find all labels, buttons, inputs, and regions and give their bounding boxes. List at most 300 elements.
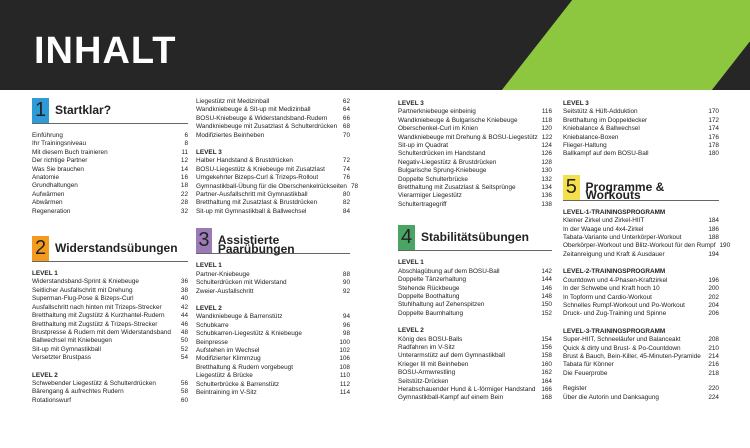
toc-entry[interactable] xyxy=(32,132,188,140)
toc-entry-title: Schultertragegriff xyxy=(398,200,447,208)
toc-entry[interactable] xyxy=(32,166,188,174)
toc-list xyxy=(196,98,350,140)
toc-entry-page: 194 xyxy=(708,250,719,258)
toc-entry[interactable] xyxy=(398,361,552,369)
toc-entry-title: Bulgarische Sprung-Kniebeuge xyxy=(398,167,487,175)
toc-entry-title: Aufstehen im Wechsel xyxy=(196,346,260,354)
toc-list xyxy=(563,277,719,319)
toc-entry-page: 172 xyxy=(708,116,719,124)
toc-entry-title: Doppelte Boothaltung xyxy=(398,292,460,300)
toc-entry-page: 58 xyxy=(180,388,188,396)
toc-entry-page: 62 xyxy=(342,98,350,105)
toc-entry-title: Modifizierter Klimmzug xyxy=(196,355,261,363)
toc-entry[interactable] xyxy=(398,310,552,318)
toc-entry-page: 36 xyxy=(180,278,188,286)
toc-entry[interactable] xyxy=(196,279,350,287)
toc-entry-title: Unterarmstütz auf dem Gymnastikball xyxy=(398,352,505,360)
section-header-widerstand xyxy=(32,236,188,262)
toc-entry-title: Der richtige Partner xyxy=(32,157,88,165)
toc-entry-title: Ausfallschritt nach hinten mit Trizeps-Strecker xyxy=(32,303,162,311)
toc-entry[interactable] xyxy=(196,355,350,363)
toc-entry-title: Einführung xyxy=(32,132,63,139)
toc-entry[interactable] xyxy=(196,157,350,165)
toc-entry[interactable] xyxy=(398,134,552,142)
toc-entry[interactable] xyxy=(398,301,552,309)
toc-list xyxy=(563,108,719,158)
toc-entry-title: Zeitanreigung und Kraft & Ausdauer xyxy=(563,250,665,258)
toc-entry-title: Rotationswurf xyxy=(32,396,72,404)
toc-entry-title: In der Waage und 4x4-Zirkel xyxy=(563,225,644,233)
toc-entry[interactable] xyxy=(563,310,719,318)
toc-entry-page: 96 xyxy=(342,321,350,329)
toc-entry[interactable] xyxy=(196,174,350,182)
toc-entry-page: 48 xyxy=(180,328,188,336)
toc-entry[interactable] xyxy=(32,312,188,320)
toc-entry-title: Sit-up mit Gymnastikball & Ballwechsel xyxy=(196,207,307,215)
toc-entry-title: Abwärmen xyxy=(32,199,63,207)
toc-entry-title: Bärengang & aufrechtes Rudern xyxy=(32,388,124,396)
toc-entry[interactable] xyxy=(196,330,350,338)
toc-entry-title: Die Feuerprobe xyxy=(563,369,608,377)
toc-entry-title: Schwebender Liegestütz & Schulterdrücken xyxy=(32,379,156,387)
toc-entry-title: Versetzter Brustpass xyxy=(32,354,91,362)
toc-entry-title: Oberkörper-Workout und Blitz-Workout für den Rumpf xyxy=(563,242,716,250)
toc-entry-page: 126 xyxy=(541,150,552,158)
toc-entry[interactable] xyxy=(32,321,188,329)
toc-entry-page: 84 xyxy=(342,207,350,215)
toc-entry[interactable] xyxy=(32,140,188,148)
toc-list xyxy=(32,278,188,362)
toc-entry[interactable] xyxy=(32,182,188,190)
toc-entry-title: Stehende Rückbeuge xyxy=(398,284,460,292)
toc-entry-title: Partner-Kniebeuge xyxy=(196,270,250,278)
toc-entry-title: Bretthaltung mit Zusatzlast & Brustdrücken xyxy=(196,199,318,207)
toc-entry[interactable] xyxy=(398,336,552,344)
toc-list xyxy=(32,380,188,405)
toc-entry[interactable] xyxy=(196,182,359,191)
toc-entry-page: 158 xyxy=(541,352,552,360)
toc-entry[interactable] xyxy=(563,353,719,361)
toc-entry-title: Partnerkniebeuge einbeinig xyxy=(398,108,476,116)
toc-entry-title: Superman-Flug-Pose & Bizeps-Curl xyxy=(32,295,134,303)
toc-entry-title: Brustpresse & Rudern mit dem Widerstandsband xyxy=(32,328,171,336)
toc-entry[interactable] xyxy=(398,369,552,377)
toc-entry[interactable] xyxy=(32,397,188,405)
toc-entry-title: Gymnastikball-Kampf auf einem Bein xyxy=(398,394,504,402)
toc-entry-page: 174 xyxy=(708,125,719,133)
toc-entry-title: Sit-up mit Gymnastikball xyxy=(32,345,101,353)
toc-entry-page: 190 xyxy=(719,242,731,250)
toc-entry[interactable] xyxy=(32,337,188,345)
toc-entry-title: Bretthaltung mit Zugstütz & Trizeps-Strecker xyxy=(32,320,158,328)
toc-entry-page: 146 xyxy=(541,284,552,292)
toc-entry-page: 42 xyxy=(180,303,188,311)
toc-entry-page: 134 xyxy=(541,184,552,192)
toc-entry-title: Tabata für Könner xyxy=(563,361,614,369)
toc-entry-title: BOSU-Armwrestling xyxy=(398,369,456,377)
toc-entry-page: 176 xyxy=(708,133,719,141)
toc-list xyxy=(196,313,350,397)
toc-entry[interactable] xyxy=(563,361,719,369)
level-heading: LEVEL 2 xyxy=(32,371,58,379)
toc-entry-page: 8 xyxy=(184,140,188,148)
toc-entry[interactable] xyxy=(196,372,350,380)
section-number: 2 xyxy=(32,236,49,261)
toc-entry[interactable] xyxy=(398,293,552,301)
toc-entry[interactable] xyxy=(398,344,552,352)
toc-entry[interactable] xyxy=(563,242,731,250)
toc-entry[interactable] xyxy=(196,166,350,174)
toc-entry-title: Kniebalance-Boxen xyxy=(563,133,619,141)
toc-entry-page: 144 xyxy=(541,276,552,284)
toc-list xyxy=(563,385,719,402)
toc-entry-title: Oberschenkel-Curl im Knien xyxy=(398,125,478,133)
toc-entry[interactable] xyxy=(398,285,552,293)
toc-entry-page: 166 xyxy=(541,385,552,393)
toc-entry-page: 82 xyxy=(342,199,350,207)
toc-entry-page: 196 xyxy=(708,276,719,284)
toc-entry[interactable] xyxy=(563,294,719,302)
section-title: Startklar? xyxy=(55,103,112,117)
toc-entry[interactable] xyxy=(563,385,719,393)
toc-entry-title: Regeneration xyxy=(32,207,71,215)
level-heading: LEVEL 3 xyxy=(398,100,424,107)
toc-entry-title: Schubkarre xyxy=(196,321,229,329)
section-title: Assistierte Paarübungen xyxy=(217,233,295,256)
toc-entry[interactable] xyxy=(32,174,188,182)
header-accent-stripe xyxy=(494,0,750,90)
toc-entry-page: 40 xyxy=(180,295,188,303)
toc-entry[interactable] xyxy=(196,98,350,106)
toc-entry-page: 124 xyxy=(541,142,552,150)
level-heading: LEVEL 1 xyxy=(196,262,222,270)
toc-entry[interactable] xyxy=(563,394,719,402)
toc-entry-page: 186 xyxy=(708,225,719,233)
toc-entry[interactable] xyxy=(398,142,552,150)
toc-entry-title: Flieger-Haltung xyxy=(563,142,607,150)
toc-entry-title: Ballwechsel mit Kniebeugen xyxy=(32,337,112,345)
toc-entry[interactable] xyxy=(563,234,719,242)
toc-entry-title: Über die Autorin und Danksagung xyxy=(563,393,659,401)
toc-entry-title: Liegestütz mit Medizinball xyxy=(196,98,270,105)
toc-entry-page: 128 xyxy=(541,158,552,166)
toc-entry[interactable] xyxy=(196,339,350,347)
toc-entry[interactable] xyxy=(32,380,188,388)
toc-entry-title: Schulterdrücken mit Widerstand xyxy=(196,279,287,287)
level-heading: LEVEL 1 xyxy=(32,270,58,278)
level-heading: LEVEL-2-TRAININGSPROGRAMM xyxy=(563,268,666,276)
toc-entry[interactable] xyxy=(563,134,719,142)
toc-entry[interactable] xyxy=(563,251,719,259)
toc-entry-page: 188 xyxy=(708,234,719,242)
toc-entry-title: Druck- und Zug-Training und Spinne xyxy=(563,310,667,318)
page-title: INHALT xyxy=(34,30,177,72)
toc-entry-title: Bretthaltung im Doppeldecker xyxy=(563,116,648,124)
toc-entry-page: 110 xyxy=(339,372,350,380)
toc-entry[interactable] xyxy=(398,150,552,158)
toc-entry-page: 80 xyxy=(342,191,350,199)
toc-entry-title: Doppelte Baumhaltung xyxy=(398,309,464,317)
toc-entry[interactable] xyxy=(398,167,552,175)
toc-entry-page: 94 xyxy=(342,313,350,321)
toc-entry[interactable] xyxy=(398,201,552,209)
toc-entry-title: Seitlicher Ausfallschritt mit Drehung xyxy=(32,286,133,294)
section-number: 5 xyxy=(563,175,580,200)
section-number: 1 xyxy=(32,98,49,123)
toc-entry[interactable] xyxy=(563,370,719,378)
header-banner xyxy=(0,0,750,90)
level-heading: LEVEL 2 xyxy=(196,304,222,312)
toc-entry[interactable] xyxy=(32,354,188,362)
toc-entry-page: 206 xyxy=(708,310,719,318)
toc-entry[interactable] xyxy=(196,106,350,114)
toc-entry[interactable] xyxy=(196,288,350,296)
toc-entry-title: Widerstandsband-Sprint & Kniebeuge xyxy=(32,278,139,286)
toc-entry-page: 162 xyxy=(541,369,552,377)
toc-entry-page: 202 xyxy=(708,293,719,301)
toc-entry[interactable] xyxy=(563,226,719,234)
toc-entry-title: Register xyxy=(563,385,587,393)
toc-entry-title: Bretthaltung & Rudern vorgebeugt xyxy=(196,363,293,371)
toc-list xyxy=(563,336,719,378)
toc-entry[interactable] xyxy=(398,176,552,184)
toc-entry-title: Wandkniebeuge mit Drehung & BOSU-Liegestütz xyxy=(398,133,538,141)
toc-entry-page: 100 xyxy=(339,338,350,346)
toc-entry-page: 70 xyxy=(342,131,350,139)
toc-entry-page: 76 xyxy=(342,174,350,182)
toc-entry-page: 218 xyxy=(708,369,719,377)
toc-entry[interactable] xyxy=(563,142,719,150)
toc-entry[interactable] xyxy=(196,364,350,372)
toc-entry-page: 44 xyxy=(180,312,188,320)
toc-entry-title: Was Sie brauchen xyxy=(32,165,84,173)
toc-entry[interactable] xyxy=(196,123,350,131)
toc-entry-title: In Topform und Cardio-Workout xyxy=(563,293,652,301)
toc-entry[interactable] xyxy=(196,115,350,123)
toc-entry-page: 18 xyxy=(180,182,188,190)
toc-entry-page: 120 xyxy=(541,125,552,133)
toc-entry[interactable] xyxy=(32,295,188,303)
toc-entry-page: 178 xyxy=(708,142,719,150)
section-header-programme xyxy=(563,175,719,201)
section-header-assistiert xyxy=(196,228,350,254)
toc-entry-page: 116 xyxy=(541,108,552,116)
toc-entry[interactable] xyxy=(563,217,719,225)
toc-entry[interactable] xyxy=(398,276,552,284)
toc-entry-page: 156 xyxy=(541,343,552,351)
toc-entry[interactable] xyxy=(398,394,552,402)
toc-entry-title: Seitstütz-Drücken xyxy=(398,377,449,385)
toc-list xyxy=(398,108,552,209)
toc-entry[interactable] xyxy=(196,271,350,279)
toc-entry-page: 112 xyxy=(339,380,350,388)
toc-entry-page: 180 xyxy=(708,150,719,158)
toc-entry-page: 38 xyxy=(180,286,188,294)
toc-entry-page: 50 xyxy=(180,337,188,345)
toc-entry-page: 130 xyxy=(541,167,552,175)
toc-entry-page: 142 xyxy=(541,267,552,275)
toc-entry-page: 88 xyxy=(342,270,350,278)
toc-entry-page: 28 xyxy=(180,199,188,207)
toc-entry[interactable] xyxy=(398,192,552,200)
toc-entry-title: Wandkniebeuge mit Zusatzlast & Schulterdrücken xyxy=(196,123,338,131)
toc-entry-title: Liegestütz & Brücke xyxy=(196,372,253,380)
toc-entry-page: 16 xyxy=(180,174,188,182)
toc-entry-title: Radfahren im V-Sitz xyxy=(398,343,455,351)
toc-entry-page: 138 xyxy=(541,200,552,208)
toc-entry-title: Schulterdrücken im Handstand xyxy=(398,150,486,158)
toc-entry-title: Stuhlhaltung auf Zehenspitzen xyxy=(398,301,485,309)
toc-entry-page: 72 xyxy=(342,157,350,165)
toc-entry[interactable] xyxy=(398,352,552,360)
toc-entry[interactable] xyxy=(32,191,188,199)
toc-entry[interactable] xyxy=(398,125,552,133)
toc-entry-title: Tabata-Variante und Unterkörper-Workout xyxy=(563,234,682,242)
toc-list xyxy=(32,132,188,216)
toc-entry-page: 170 xyxy=(708,108,719,116)
toc-entry[interactable] xyxy=(563,125,719,133)
toc-entry-title: Umgekehrter Bizeps-Curl & Trizeps-Rollout xyxy=(196,174,319,182)
toc-entry-title: Zweier-Ausfallschritt xyxy=(196,287,254,295)
toc-entry-title: Krieger III mit Beinheben xyxy=(398,360,469,368)
toc-entry[interactable] xyxy=(196,322,350,330)
toc-entry-title: In der Schwebe und Kraft hoch 10 xyxy=(563,285,660,293)
toc-entry[interactable] xyxy=(32,149,188,157)
toc-entry[interactable] xyxy=(563,277,719,285)
toc-entry-title: Schubkarren-Liegestütz & Kniebeuge xyxy=(196,330,302,338)
toc-entry[interactable] xyxy=(196,199,350,207)
toc-entry[interactable] xyxy=(398,184,552,192)
section-number: 3 xyxy=(196,228,212,253)
toc-entry-page: 164 xyxy=(541,377,552,385)
toc-entry-page: 60 xyxy=(180,396,188,404)
toc-entry-page: 154 xyxy=(541,335,552,343)
toc-entry-page: 204 xyxy=(708,301,719,309)
toc-entry-page: 56 xyxy=(180,379,188,387)
toc-entry-page: 66 xyxy=(342,114,350,122)
toc-entry-title: Bretthaltung mit Zusatzlast & Seitsprünge xyxy=(398,184,516,192)
toc-list xyxy=(563,217,731,259)
toc-entry-title: Schulterbrücke & Barrenstütz xyxy=(196,380,280,388)
toc-entry-title: Kniebalance & Ballwechsel xyxy=(563,125,640,133)
toc-entry-page: 118 xyxy=(541,116,552,124)
toc-entry-page: 92 xyxy=(342,287,350,295)
section-header-startklar xyxy=(32,98,188,124)
toc-entry-title: Wandkniebeuge & Sit-up mit Medizinball xyxy=(196,106,311,114)
toc-list xyxy=(398,268,552,318)
level-heading: LEVEL 2 xyxy=(398,327,424,335)
toc-entry-title: Ballkampf auf dem BOSU-Ball xyxy=(563,150,649,158)
toc-entry[interactable] xyxy=(398,117,552,125)
toc-entry-title: Gymnastikball-Übung für die Oberschenkelrückseiten xyxy=(196,182,347,190)
toc-column-4 xyxy=(563,98,731,402)
toc-entry-page: 108 xyxy=(339,363,350,371)
toc-entry[interactable] xyxy=(563,345,719,353)
level-heading: LEVEL 1 xyxy=(398,259,424,267)
toc-entry[interactable] xyxy=(32,278,188,286)
toc-entry-title: Sit-up im Quadrat xyxy=(398,142,449,150)
toc-entry-title: Seitstütz & Hüft-Adduktion xyxy=(563,108,638,116)
toc-entry[interactable] xyxy=(196,132,350,140)
toc-column-3 xyxy=(398,98,552,403)
toc-entry[interactable] xyxy=(32,388,188,396)
toc-entry[interactable] xyxy=(563,117,719,125)
toc-entry-title: Grundhaltungen xyxy=(32,182,78,190)
section-title: Programme & Workouts xyxy=(585,179,665,203)
toc-entry[interactable] xyxy=(563,302,719,310)
toc-entry[interactable] xyxy=(196,381,350,389)
toc-entry[interactable] xyxy=(563,150,719,158)
toc-entry-page: 102 xyxy=(339,346,350,354)
toc-entry-page: 98 xyxy=(342,330,350,338)
toc-entry[interactable] xyxy=(398,108,552,116)
toc-entry-page: 160 xyxy=(541,360,552,368)
toc-entry[interactable] xyxy=(32,199,188,207)
toc-entry-title: Vierarmiger Liegestütz xyxy=(398,192,462,200)
toc-entry-page: 200 xyxy=(708,285,719,293)
toc-entry-title: Abschlagübung auf dem BOSU-Ball xyxy=(398,267,500,275)
toc-entry[interactable] xyxy=(398,378,552,386)
level-heading: LEVEL-1-TRAININGSPROGRAMM xyxy=(563,208,666,216)
toc-entry-title: Modifiziertes Beinheben xyxy=(196,131,265,139)
toc-entry[interactable] xyxy=(196,191,350,199)
toc-entry[interactable] xyxy=(32,208,188,216)
toc-entry[interactable] xyxy=(563,108,719,116)
toc-entry-page: 52 xyxy=(180,345,188,353)
toc-entry[interactable] xyxy=(398,268,552,276)
toc-entry-title: Wandkniebeuge & Bulgarische Kniebeuge xyxy=(398,116,518,124)
toc-entry[interactable] xyxy=(196,347,350,355)
toc-entry-page: 78 xyxy=(350,182,359,190)
toc-entry-page: 114 xyxy=(339,388,350,396)
toc-entry-title: Brust & Bauch, Bein-Killer, 45-Minuten-Pyramide xyxy=(563,352,701,360)
toc-entry-page: 74 xyxy=(342,165,350,173)
toc-entry-page: 68 xyxy=(342,123,350,131)
toc-column-1 xyxy=(32,98,188,405)
toc-entry[interactable] xyxy=(32,329,188,337)
toc-entry[interactable] xyxy=(196,313,350,321)
toc-entry-title: Anatomie xyxy=(32,174,59,182)
toc-entry[interactable] xyxy=(32,287,188,295)
toc-entry[interactable] xyxy=(563,336,719,344)
toc-entry-page: 46 xyxy=(180,320,188,328)
toc-entry-page: 150 xyxy=(541,301,552,309)
toc-entry-title: Partner-Ausfallschritt mit Gymnastikball xyxy=(196,191,308,199)
toc-entry-page: 6 xyxy=(184,132,188,139)
toc-entry-page: 12 xyxy=(180,157,188,165)
level-heading: LEVEL-3-TRAININGSPROGRAMM xyxy=(563,327,666,335)
toc-entry[interactable] xyxy=(398,159,552,167)
toc-entry[interactable] xyxy=(196,389,350,397)
toc-entry-page: 132 xyxy=(541,175,552,183)
toc-entry[interactable] xyxy=(32,346,188,354)
toc-list xyxy=(196,271,350,296)
toc-entry-page: 184 xyxy=(708,217,719,225)
section-header-stabilitaet xyxy=(398,225,552,251)
toc-entry-title: Wandkniebeuge & Barrenstütz xyxy=(196,313,283,321)
toc-entry-page: 216 xyxy=(708,361,719,369)
toc-entry[interactable] xyxy=(398,386,552,394)
level-heading: LEVEL 3 xyxy=(196,149,222,157)
toc-entry-page: 32 xyxy=(180,207,188,215)
toc-entry-page: 106 xyxy=(339,355,350,363)
toc-column-2 xyxy=(196,98,359,397)
toc-entry-title: Herabschauender Hund & L-förmiger Handstand xyxy=(398,385,536,393)
toc-entry[interactable] xyxy=(32,157,188,165)
toc-entry[interactable] xyxy=(563,285,719,293)
toc-entry[interactable] xyxy=(196,208,350,216)
toc-entry[interactable] xyxy=(32,304,188,312)
